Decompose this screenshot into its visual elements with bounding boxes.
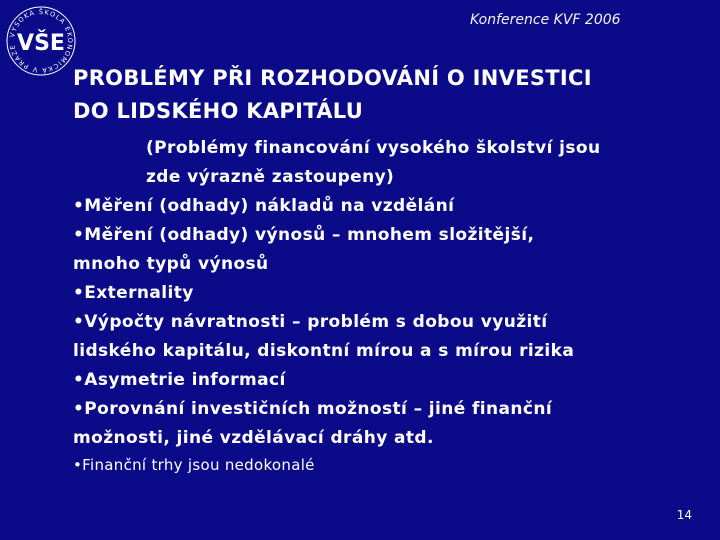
title-line-1: PROBLÉMY PŘI ROZHODOVÁNÍ O INVESTICI bbox=[73, 66, 592, 90]
logo-ring-text: VYSOKÁ ŠKOLA EKONOMICKÁ V PRAZE bbox=[8, 7, 75, 75]
slide-body bbox=[73, 134, 693, 453]
bullet-text: Externality bbox=[84, 283, 194, 303]
bullet-item bbox=[73, 279, 693, 308]
logo-text: VŠE bbox=[17, 31, 65, 56]
intro-line-1: (Problémy financování vysokého školství jsou bbox=[146, 138, 601, 158]
bullet-item bbox=[73, 366, 693, 395]
bullet-item bbox=[73, 221, 693, 279]
slide-title bbox=[73, 62, 703, 128]
bullet-icon: • bbox=[73, 312, 85, 332]
bullet-text: Finanční trhy jsou nedokonalé bbox=[82, 456, 315, 474]
vse-logo bbox=[4, 4, 78, 78]
title-line-2: DO LIDSKÉHO KAPITÁLU bbox=[73, 99, 364, 123]
page-number: 14 bbox=[676, 508, 692, 522]
bullet-text: Asymetrie informací bbox=[84, 370, 286, 390]
intro-line-2: zde výrazně zastoupeny) bbox=[146, 167, 395, 187]
bullet-text-continued: možnosti, jiné vzdělávací dráhy atd. bbox=[73, 428, 434, 448]
bullet-icon: • bbox=[73, 225, 85, 245]
bullet-icon: • bbox=[73, 370, 85, 390]
bullet-text: Měření (odhady) výnosů – mnohem složitější, bbox=[84, 225, 535, 245]
bullet-icon: • bbox=[73, 456, 83, 474]
bullet-icon: • bbox=[73, 283, 85, 303]
bullet-item bbox=[73, 395, 693, 453]
small-bullet-item bbox=[73, 454, 315, 476]
conference-label: Konference KVF 2006 bbox=[470, 12, 621, 28]
bullet-icon: • bbox=[73, 399, 85, 419]
bullet-text: Výpočty návratnosti – problém s dobou využití bbox=[84, 312, 548, 332]
bullet-item bbox=[73, 192, 693, 221]
bullet-text: Porovnání investičních možností – jiné finanční bbox=[84, 399, 553, 419]
bullet-text-continued: mnoho typů výnosů bbox=[73, 254, 269, 274]
bullet-icon: • bbox=[73, 196, 85, 216]
bullet-text: Měření (odhady) nákladů na vzdělání bbox=[84, 196, 455, 216]
bullet-item bbox=[73, 308, 693, 366]
bullet-text-continued: lidského kapitálu, diskontní mírou a s mírou rizika bbox=[73, 341, 575, 361]
